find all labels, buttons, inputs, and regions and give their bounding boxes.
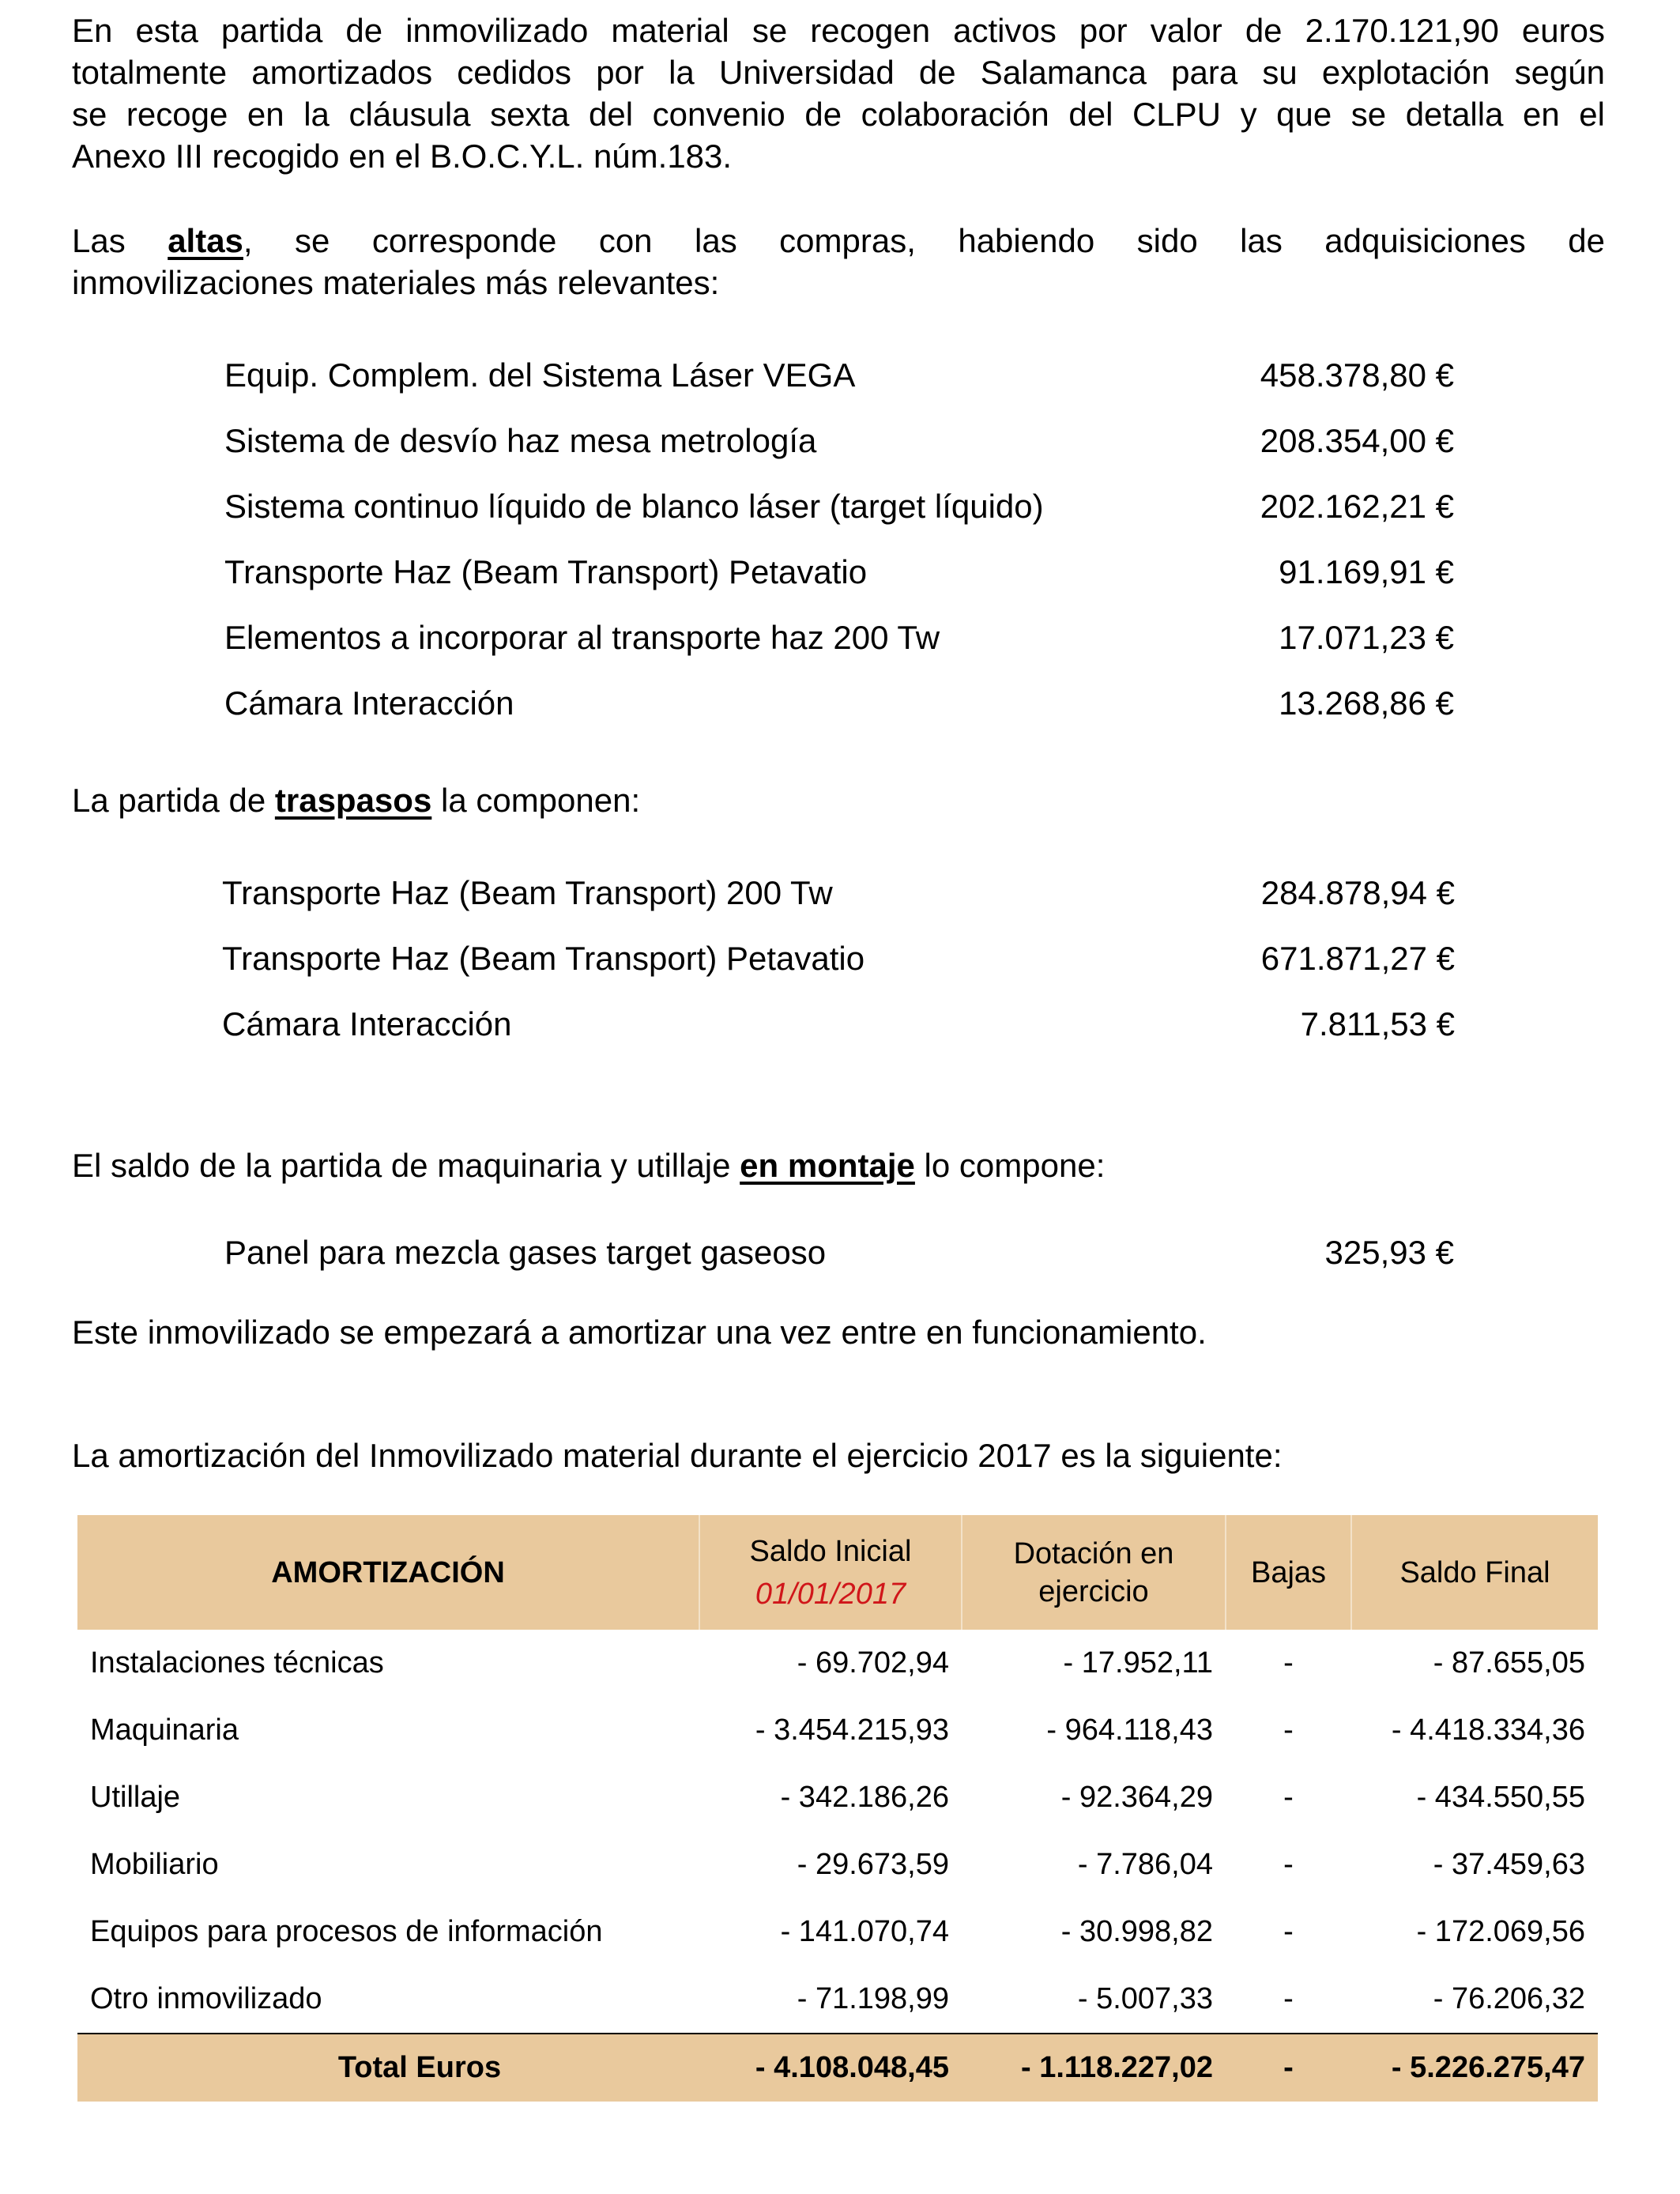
row-name: Maquinaria <box>90 1713 239 1747</box>
item-label: Sistema de desvío haz mesa metrología <box>224 422 817 459</box>
row-name: Equipos para procesos de información <box>90 1915 603 1948</box>
traspasos-keyword: traspasos <box>274 782 432 819</box>
row-saldo-final: - 434.550,55 <box>1416 1781 1585 1814</box>
table-total-row <box>77 2034 1598 2102</box>
total-saldo-final: - 5.226.275,47 <box>1351 2034 1598 2102</box>
row-saldo-final: - 76.206,32 <box>1433 1982 1585 2015</box>
item-amount: 7.811,53 € <box>1300 1005 1455 1042</box>
row-dotacion: - 92.364,29 <box>1060 1781 1213 1814</box>
item-amount: 325,93 € <box>1324 1234 1454 1271</box>
row-bajas: - <box>1283 1848 1294 1881</box>
row-dotacion: - 17.952,11 <box>1063 1646 1213 1679</box>
row-saldo-inicial: - 29.673,59 <box>797 1848 949 1881</box>
table-row <box>77 1966 1598 2034</box>
item-label: Transporte Haz (Beam Transport) Petavatio <box>222 940 865 977</box>
row-bajas: - <box>1283 1646 1294 1679</box>
item-amount: 284.878,94 € <box>1260 874 1455 911</box>
list-item <box>224 422 1454 477</box>
row-bajas: - <box>1283 1713 1294 1747</box>
altas-line-1 <box>72 220 1605 262</box>
row-name: Instalaciones técnicas <box>90 1646 384 1679</box>
header-saldo-inicial <box>699 1515 962 1630</box>
header-dotacion-line-1: Dotación en <box>1013 1536 1174 1570</box>
row-saldo-final: - 172.069,56 <box>1416 1915 1585 1948</box>
total-label: Total Euros <box>77 2034 699 2102</box>
traspasos-heading <box>72 779 1605 821</box>
table-row <box>77 1697 1598 1764</box>
row-bajas: - <box>1283 1915 1294 1948</box>
item-label: Cámara Interacción <box>224 684 514 722</box>
header-dotacion <box>962 1515 1226 1630</box>
row-dotacion: - 964.118,43 <box>1046 1713 1213 1747</box>
item-amount: 91.169,91 € <box>1279 553 1454 590</box>
table-header-row <box>77 1515 1598 1630</box>
item-label: Elementos a incorporar al transporte haz 200 Tw <box>224 619 940 656</box>
intro-line-1: En esta partida de inmovilizado material se recogen activos por valor de 2.170.121,90 euros <box>72 12 1605 49</box>
montaje-keyword: en montaje <box>740 1147 915 1184</box>
list-item <box>224 619 1454 674</box>
item-amount: 202.162,21 € <box>1260 488 1454 525</box>
row-bajas: - <box>1283 1781 1294 1814</box>
table-row <box>77 1831 1598 1898</box>
row-saldo-inicial: - 69.702,94 <box>797 1646 949 1679</box>
table-row <box>77 1764 1598 1831</box>
list-item <box>224 684 1454 740</box>
table-row <box>77 1898 1598 1966</box>
item-label: Panel para mezcla gases target gaseoso <box>224 1234 827 1271</box>
row-saldo-final: - 4.418.334,36 <box>1391 1713 1585 1747</box>
row-name: Utillaje <box>90 1781 181 1814</box>
list-item <box>224 488 1454 543</box>
header-dotacion-line-2: ejercicio <box>1038 1574 1149 1608</box>
altas-prefix: Las <box>72 222 126 259</box>
list-item <box>222 874 1455 929</box>
altas-suffix: , se corresponde con las compras, habiendo sido las adquisiciones de <box>243 222 1605 259</box>
montaje-heading <box>72 1144 1605 1186</box>
altas-line-2: inmovilizaciones materiales más relevantes: <box>72 264 720 301</box>
list-item <box>224 1234 1454 1289</box>
montaje-note: Este inmovilizado se empezará a amortizar una vez entre en funcionamiento. <box>72 1314 1207 1351</box>
traspasos-suffix: la componen: <box>431 782 641 819</box>
total-dotacion: - 1.118.227,02 <box>962 2034 1226 2102</box>
header-saldo-final: Saldo Final <box>1351 1515 1598 1630</box>
header-saldo-inicial-date: 01/01/2017 <box>755 1577 906 1611</box>
intro-line-4: Anexo III recogido en el B.O.C.Y.L. núm.183. <box>72 138 733 175</box>
row-dotacion: - 5.007,33 <box>1077 1982 1213 2015</box>
row-name: Mobiliario <box>90 1848 219 1881</box>
row-saldo-inicial: - 71.198,99 <box>797 1982 949 2015</box>
total-saldo-inicial: - 4.108.048,45 <box>699 2034 962 2102</box>
montaje-suffix: lo compone: <box>914 1147 1106 1184</box>
row-saldo-inicial: - 342.186,26 <box>780 1781 949 1814</box>
item-label: Cámara Interacción <box>222 1005 512 1042</box>
row-saldo-inicial: - 141.070,74 <box>780 1915 949 1948</box>
header-bajas: Bajas <box>1226 1515 1351 1630</box>
list-item <box>222 1005 1455 1061</box>
item-label: Transporte Haz (Beam Transport) 200 Tw <box>222 874 833 911</box>
item-amount: 671.871,27 € <box>1260 940 1455 977</box>
montaje-prefix: El saldo de la partida de maquinaria y utillaje <box>72 1147 740 1184</box>
intro-line-3: se recoge en la cláusula sexta del convenio de colaboración del CLPU y que se detalla en el <box>72 96 1605 133</box>
amortizacion-intro: La amortización del Inmovilizado material durante el ejercicio 2017 es la siguiente: <box>72 1437 1283 1474</box>
intro-line-2: totalmente amortizados cedidos por la Universidad de Salamanca para su explotación según <box>72 54 1605 91</box>
row-saldo-final: - 37.459,63 <box>1433 1848 1585 1881</box>
item-amount: 208.354,00 € <box>1260 422 1454 459</box>
header-saldo-inicial-label: Saldo Inicial <box>749 1534 912 1568</box>
altas-keyword: altas <box>168 222 243 259</box>
traspasos-prefix: La partida de <box>72 782 275 819</box>
item-amount: 13.268,86 € <box>1279 684 1454 722</box>
header-amortizacion: AMORTIZACIÓN <box>77 1515 699 1630</box>
list-item <box>224 356 1454 412</box>
table-row <box>77 1630 1598 1697</box>
amortization-table <box>77 1515 1598 2102</box>
list-item <box>222 940 1455 995</box>
item-amount: 458.378,80 € <box>1260 356 1454 394</box>
row-saldo-final: - 87.655,05 <box>1433 1646 1585 1679</box>
total-bajas: - <box>1226 2034 1351 2102</box>
row-name: Otro inmovilizado <box>90 1982 322 2015</box>
list-item <box>224 553 1454 609</box>
row-dotacion: - 30.998,82 <box>1060 1915 1213 1948</box>
item-label: Equip. Complem. del Sistema Láser VEGA <box>224 356 856 394</box>
row-bajas: - <box>1283 1982 1294 2015</box>
item-label: Transporte Haz (Beam Transport) Petavatio <box>224 553 868 590</box>
row-saldo-inicial: - 3.454.215,93 <box>755 1713 949 1747</box>
item-amount: 17.071,23 € <box>1279 619 1454 656</box>
row-dotacion: - 7.786,04 <box>1077 1848 1213 1881</box>
item-label: Sistema continuo líquido de blanco láser (target líquido) <box>224 488 1044 525</box>
